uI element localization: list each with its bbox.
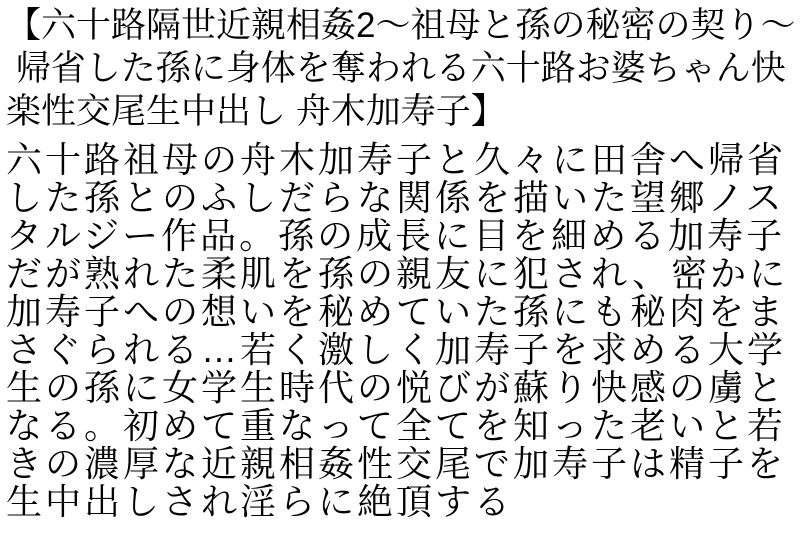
description-line-4: だが熟れた柔肌を孫の親友に犯され、密かに: [6, 253, 789, 294]
title-block: [6, 4, 796, 133]
description-line-3: タルジー作品。孫の成長に目を細める加寿子: [6, 215, 786, 256]
description-line-2: した孫とのふしだらな関係を描いた望郷ノス: [6, 177, 785, 218]
title-line-2: 帰省した孫に身体を奪われる六十路お婆ちゃん快: [6, 49, 786, 88]
description-line-6: さぐられる…若く激しく加寿子を求める大学: [6, 329, 787, 370]
description-line-5: 加寿子への想いを秘めていた孫にも秘肉をま: [6, 291, 787, 332]
title-line-1: 【六十路隔世近親相姦2～祖母と孫の秘密の契り～: [6, 6, 796, 45]
description-line-9: きの濃厚な近親相姦性交尾で加寿子は精子を: [6, 443, 787, 484]
description-line-1: 六十路祖母の舟木加寿子と久々に田舎へ帰省: [6, 139, 787, 180]
description-line-8: なる。初めて重なって全てを知った老いと若: [6, 405, 787, 446]
description-block: [6, 141, 796, 521]
description-line-7: 生の孫に女学生時代の悦びが蘇り快感の虜と: [6, 367, 787, 408]
title-line-3: 楽性交尾生中出し 舟木加寿子】: [6, 92, 506, 131]
description-line-10: 生中出しされ淫らに絶頂する: [6, 481, 514, 522]
